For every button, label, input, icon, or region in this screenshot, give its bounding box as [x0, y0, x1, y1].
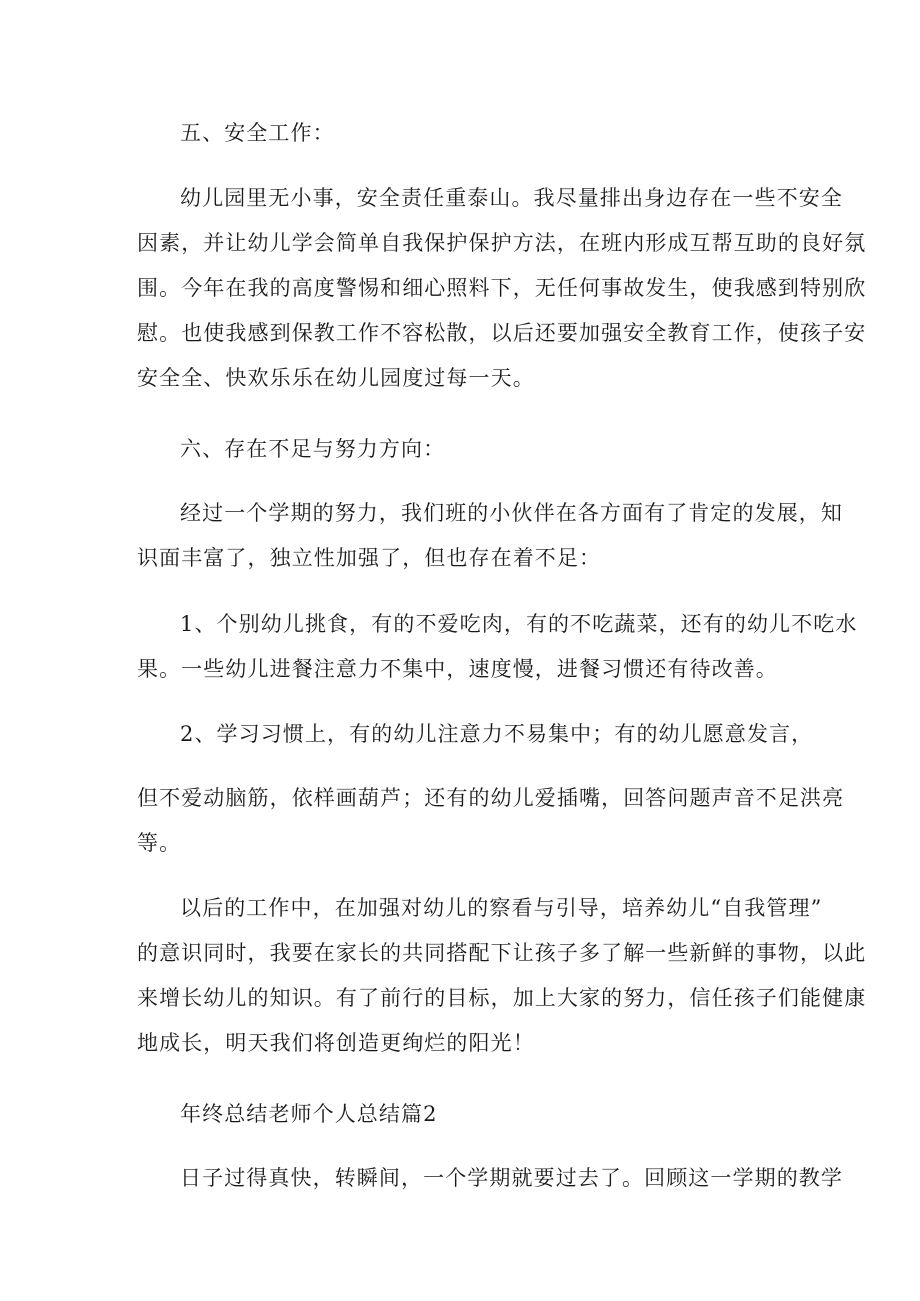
paragraph-line: 幼儿园里无小事，安全责任重泰山。我尽量排出身边存在一些不安全 [180, 186, 843, 210]
paragraph-line: 以后的工作中，在加强对幼儿的察看与引导，培养幼儿“自我管理” [180, 896, 823, 920]
paragraph-line: 地成长，明天我们将创造更绚烂的阳光！ [137, 1031, 535, 1055]
paragraph-line: 来增长幼儿的知识。有了前行的目标，加上大家的努力，信任孩子们能健康 [137, 986, 867, 1010]
paragraph-line: 因素，并让幼儿学会简单自我保护保护方法，在班内形成互帮互助的良好氛 [137, 231, 867, 255]
paragraph-line: 识面丰富了，独立性加强了，但也存在着不足： [137, 546, 602, 570]
paragraph-line: 的意识同时，我要在家长的共同搭配下让孩子多了解一些新鲜的事物，以此 [137, 941, 867, 965]
paragraph-line: 安全全、快欢乐乐在幼儿园度过每一天。 [137, 366, 535, 390]
paragraph-line: 日子过得真快，转瞬间，一个学期就要过去了。回顾这一学期的教学 [180, 1166, 843, 1190]
paragraph-line: 经过一个学期的努力，我们班的小伙伴在各方面有了肯定的发展，知 [180, 501, 843, 525]
section-heading-safety: 五、安全工作： [180, 121, 335, 145]
paragraph-line: 围。今年在我的高度警惕和细心照料下，无任何事故发生，使我感到特别欣 [137, 276, 867, 300]
list-item-line: 但不爱动脑筋，依样画葫芦；还有的幼儿爱插嘴，回答问题声音不足洪亮 [137, 786, 845, 810]
list-item-line: 等。 [137, 831, 182, 855]
paragraph-line: 慰。也使我感到保教工作不容松散，以后还要加强安全教育工作，使孩子安 [137, 321, 867, 345]
list-item-line: 果。一些幼儿进餐注意力不集中，速度慢，进餐习惯还有待改善。 [137, 657, 778, 681]
article-title: 年终总结老师个人总结篇2 [180, 1102, 438, 1126]
list-item-line: 2、学习习惯上，有的幼儿注意力不易集中；有的幼儿愿意发言， [180, 722, 814, 746]
section-heading-shortcomings: 六、存在不足与努力方向： [180, 437, 446, 461]
list-item-line: 1、个别幼儿挑食，有的不爱吃肉，有的不吃蔬菜，还有的幼儿不吃水 [180, 612, 858, 636]
